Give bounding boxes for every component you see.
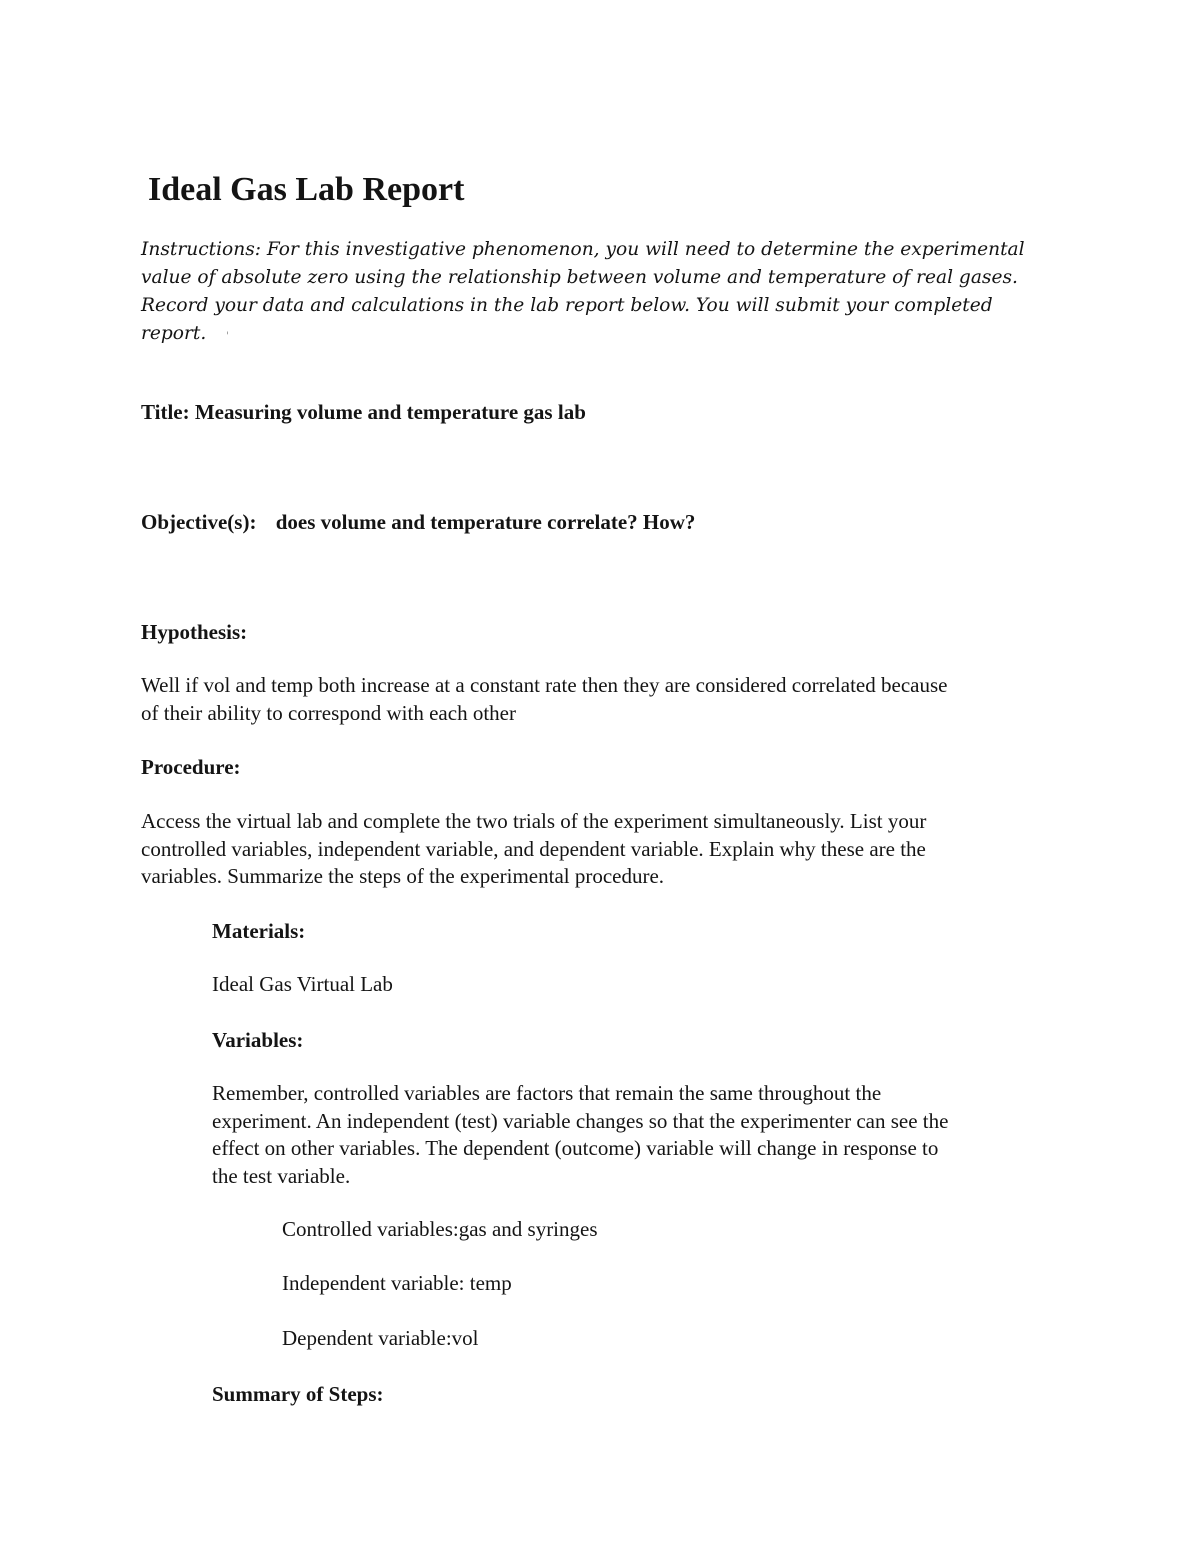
instructions-line-last [141, 320, 1025, 351]
summary-of-steps-heading: Summary of Steps: [212, 1382, 384, 1406]
instructions-line: Record your data and calculations in the lab report below. You will submit your completed [141, 295, 993, 316]
dependent-variable: Dependent variable:vol [282, 1326, 479, 1350]
variables-line: effect on other variables. The dependent (outcome) variable will change in response to [212, 1136, 939, 1160]
objective-label: Objective(s): [141, 510, 257, 534]
variables-text [212, 1080, 948, 1190]
variables-line: the test variable. [212, 1163, 351, 1188]
title-label: Title: [141, 400, 190, 424]
title-value: Measuring volume and temperature gas lab [194, 400, 586, 424]
variables-line: experiment. An independent (test) variable changes so that the experimenter can see the [212, 1108, 949, 1133]
procedure-text [141, 808, 926, 891]
variables-heading: Variables: [212, 1028, 304, 1052]
hypothesis-text [141, 672, 947, 727]
title-section [141, 398, 586, 426]
hypothesis-line: Well if vol and temp both increase at a constant rate then they are considered correlated because [141, 673, 948, 697]
hypothesis-heading: Hypothesis: [141, 620, 248, 644]
materials-value: Ideal Gas Virtual Lab [212, 972, 393, 996]
independent-variable: Independent variable: temp [282, 1271, 512, 1295]
instructions-paragraph [141, 236, 1025, 351]
instructions-line: value of absolute zero using the relationship between volume and temperature of real gases. [141, 267, 1018, 288]
hypothesis-line: of their ability to correspond with each other [141, 700, 516, 725]
instructions-line: report. [141, 323, 207, 344]
objective-section [141, 508, 695, 536]
materials-heading: Materials: [212, 919, 306, 943]
objective-value: does volume and temperature correlate? How? [275, 510, 696, 534]
procedure-line: variables. Summarize the steps of the experimental procedure. [141, 864, 665, 888]
instructions-line: Instructions: For this investigative phenomenon, you will need to determine the experimental [141, 239, 1025, 260]
variables-line: Remember, controlled variables are factors that remain the same throughout the [212, 1081, 882, 1105]
procedure-heading: Procedure: [141, 755, 241, 779]
procedure-line: controlled variables, independent variable, and dependent variable. Explain why these are the [141, 836, 926, 861]
document-title: Ideal Gas Lab Report [148, 171, 465, 208]
instructions-mark: ' [226, 331, 230, 342]
procedure-line: Access the virtual lab and complete the two trials of the experiment simultaneously. List your [141, 809, 927, 833]
controlled-variables: Controlled variables:gas and syringes [282, 1217, 598, 1241]
